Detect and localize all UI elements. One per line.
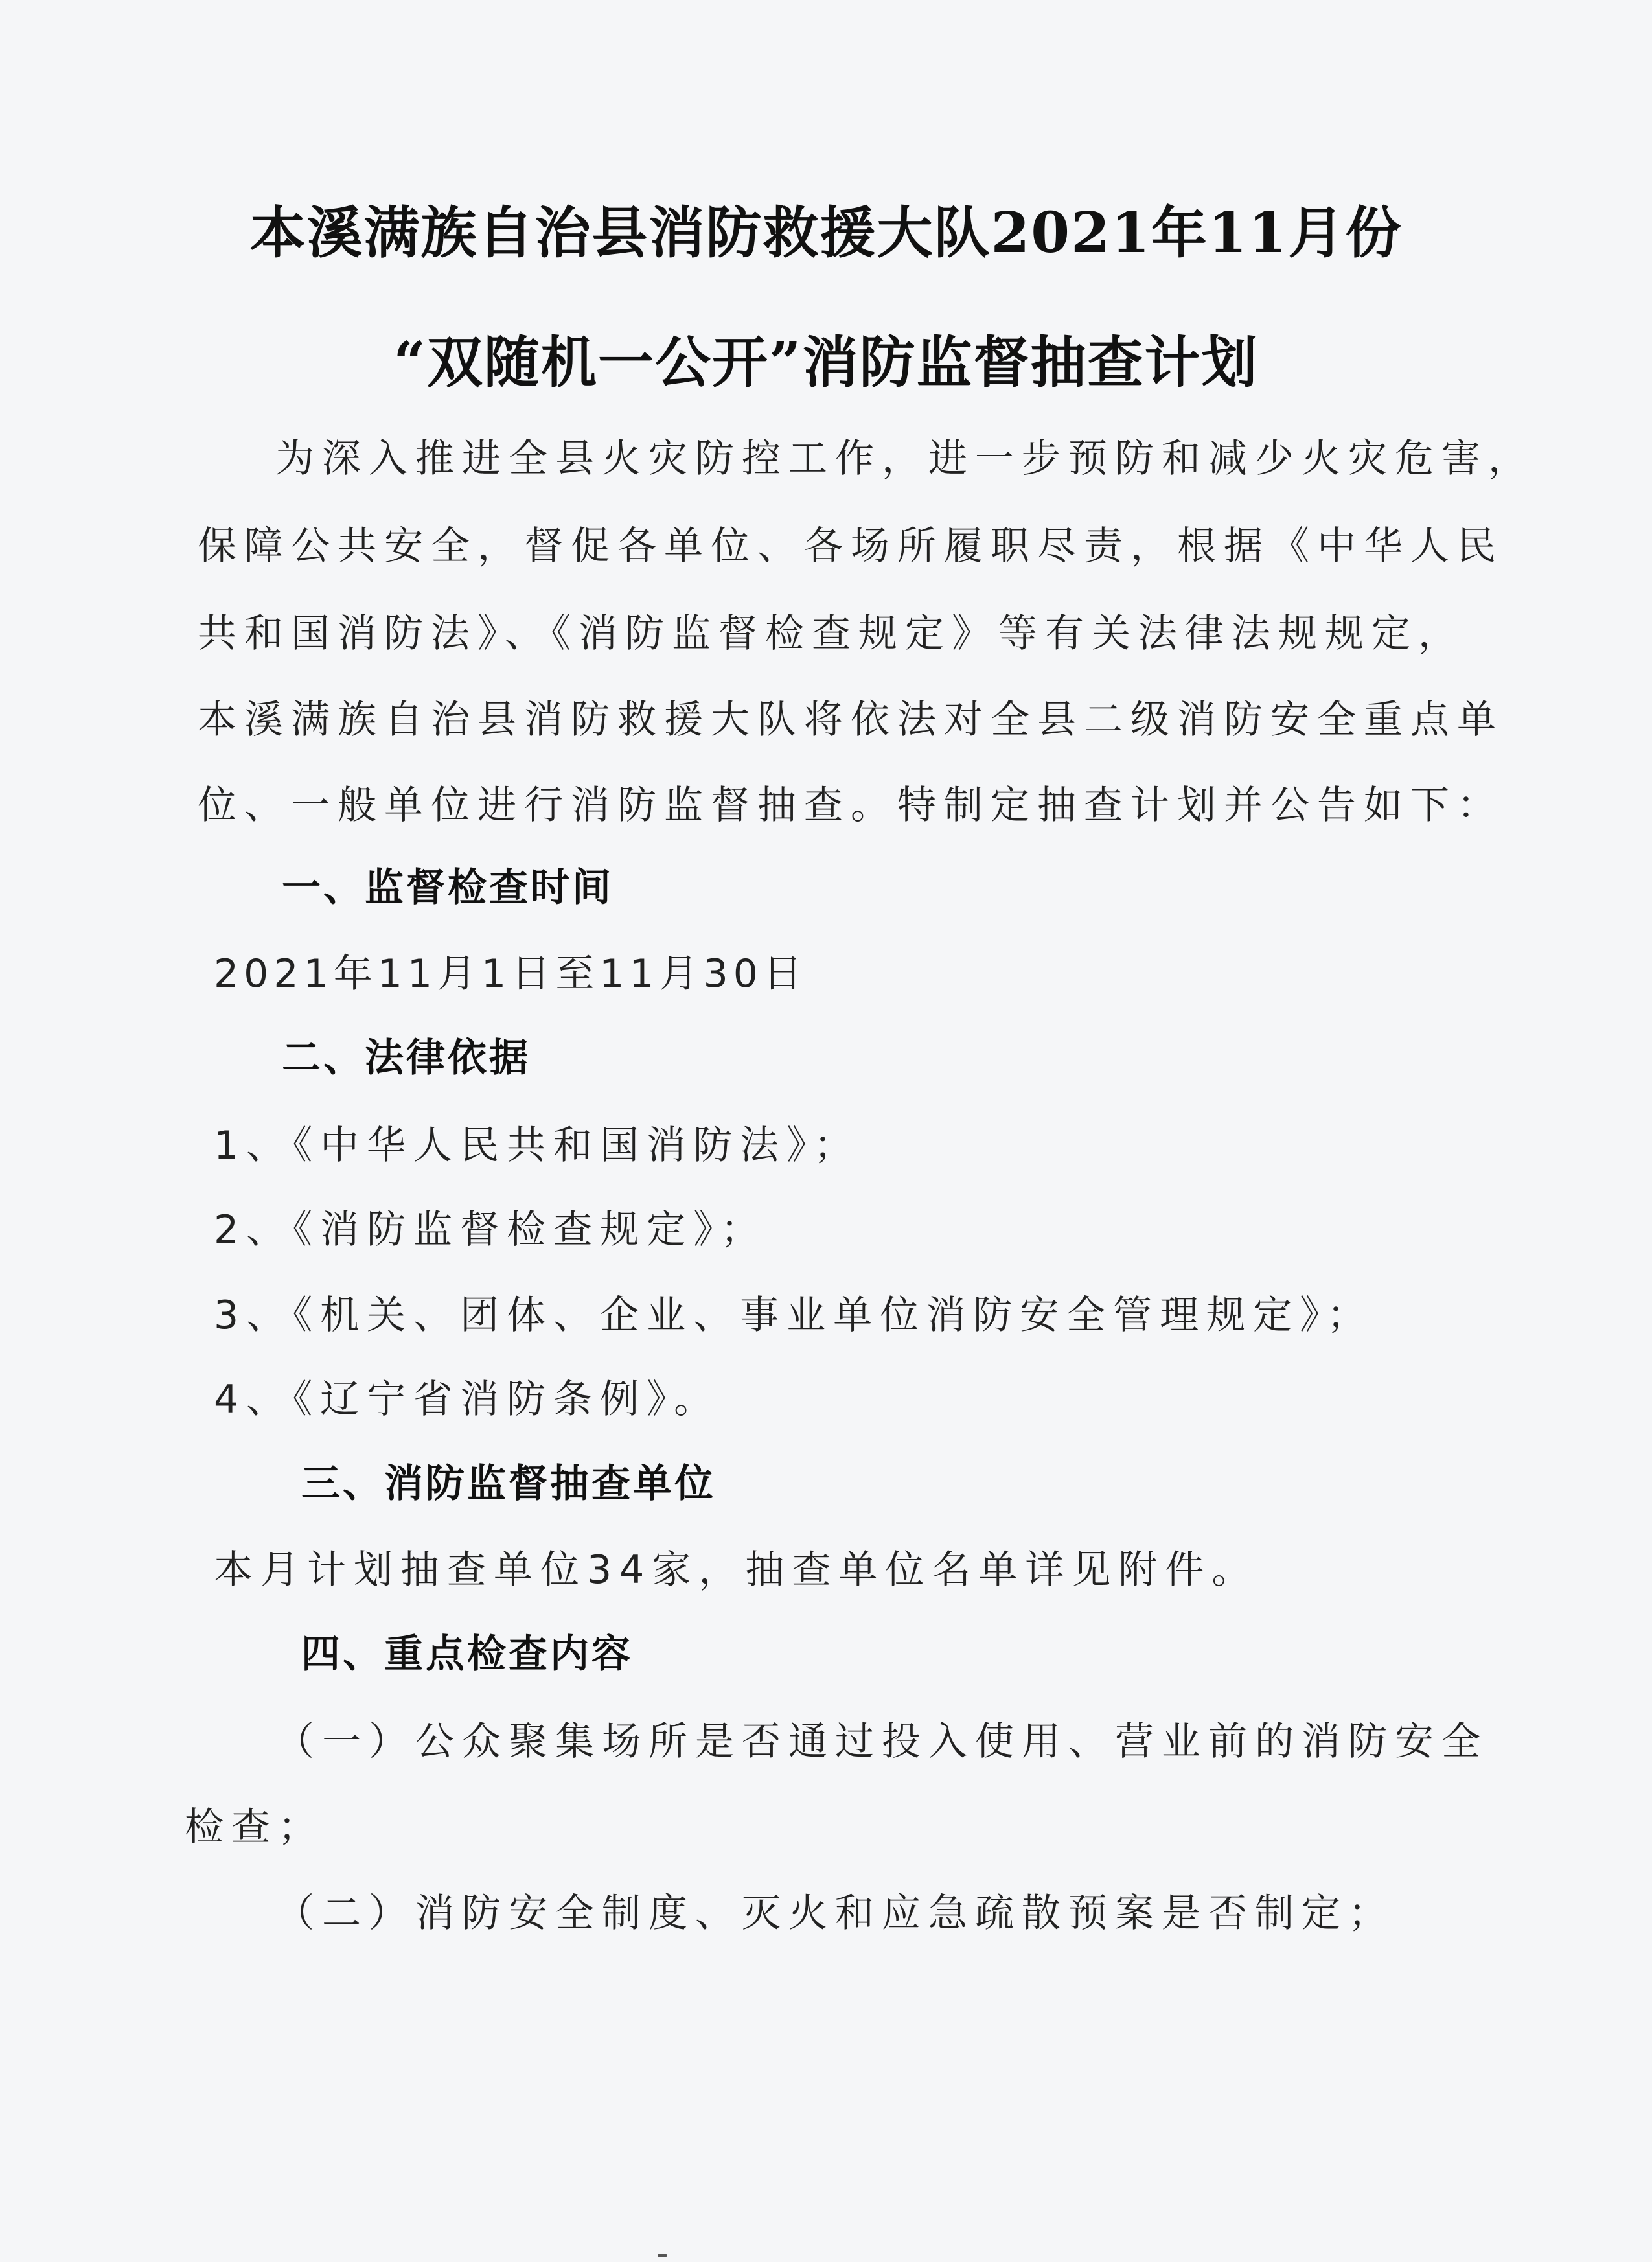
inspection-item-1-line-2: 检查； [185,1805,325,1850]
intro-line-3: 共和国消防法》、《消防监督检查规定》等有关法律法规规定， [198,611,1465,656]
section-2-heading: 二、法律依据 [282,1035,531,1081]
intro-line-2: 保障公共安全，督促各单位、各场所履职尽责，根据《中华人民 [198,524,1504,569]
legal-basis-item-4: 4、《辽宁省消防条例》。 [214,1377,721,1422]
intro-line-4: 本溪满族自治县消防救援大队将依法对全县二级消防安全重点单 [198,697,1504,743]
legal-basis-item-3: 3、《机关、团体、企业、事业单位消防安全管理规定》； [214,1293,1374,1338]
legal-basis-item-1: 1、《中华人民共和国消防法》； [214,1123,861,1168]
section-4-heading: 四、重点检查内容 [301,1632,633,1677]
section-1-content: 2021年11月1日至11月30日 [214,951,807,997]
intro-line-5: 位、一般单位进行消防监督抽查。特制定抽查计划并公告如下： [198,783,1504,828]
intro-line-1: 为深入推进全县火灾防控工作，进一步预防和减少火灾危害， [275,436,1535,481]
document-title-line-1: 本溪满族自治县消防救援大队2021年11月份 [249,200,1403,266]
section-1-heading: 一、监督检查时间 [282,865,614,910]
section-3-content: 本月计划抽查单位34家，抽查单位名单详见附件。 [214,1547,1259,1593]
inspection-item-1-line-1: （一）公众聚集场所是否通过投入使用、营业前的消防安全 [275,1719,1488,1764]
legal-basis-item-2: 2、《消防监督检查规定》； [214,1207,768,1252]
document-title-line-2: “双随机一公开”消防监督抽查计划 [393,330,1259,395]
inspection-item-2: （二）消防安全制度、灭火和应急疏散预案是否制定； [275,1891,1395,1936]
scan-mark [658,2254,667,2257]
section-3-heading: 三、消防监督抽查单位 [301,1461,716,1506]
